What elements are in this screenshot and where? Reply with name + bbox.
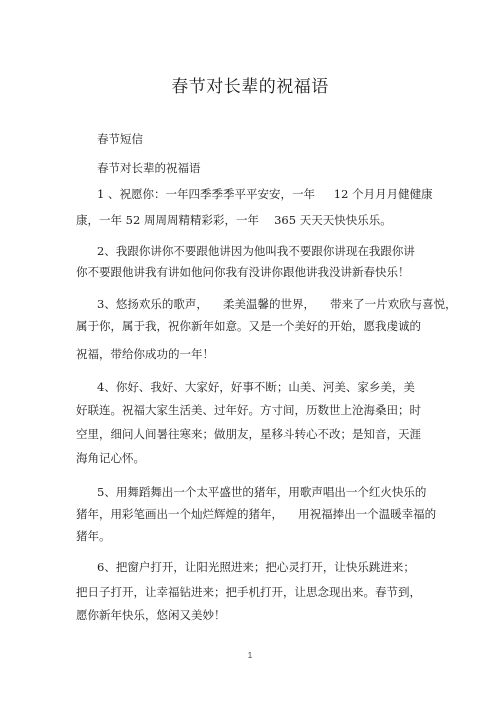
paragraph-3-line-1: 3、悠扬欢乐的歌声， 柔美温馨的世界， 带来了一片欢欣与喜悦， xyxy=(97,297,457,311)
paragraph-3-line-2: 属于你，属于我，祝你新年如意。又是一个美好的开始，愿我虔诚的 xyxy=(76,319,421,333)
paragraph-6-line-1: 6、把窗户打开，让阳光照进来；把心灵打开，让快乐跳进来； xyxy=(97,560,415,574)
paragraph-4-line-2: 好联连。祝福大家生活美、过年好。方寸间，历数世上沧海桑田；时 xyxy=(76,403,421,417)
paragraph-2-line-1: 2、我跟你讲你不要跟他讲因为他叫我不要跟你讲现在我跟你讲 xyxy=(97,244,415,258)
paragraph-1-line-1: 1 、祝愿你：一年四季季季平平安安，一年 12 个月月月健健康 xyxy=(97,187,433,201)
paragraph-1-line-2: 康，一年 52 周周周精精彩彩，一年 365 天天天快快乐乐。 xyxy=(76,213,392,227)
paragraph-6-line-3: 愿你新年快乐，悠闲又美妙！ xyxy=(76,608,226,622)
paragraph-5-line-3: 猪年。 xyxy=(76,529,111,543)
document-title: 春节对长辈的祝福语 xyxy=(171,77,329,97)
section-heading-sms: 春节短信 xyxy=(97,132,143,146)
paragraph-5-line-2: 猪年，用彩笔画出一个灿烂辉煌的猪年， 用祝福捧出一个温暖幸福的 xyxy=(76,507,437,521)
paragraph-5-line-1: 5、用舞蹈舞出一个太平盛世的猪年，用歌声唱出一个红火快乐的 xyxy=(97,485,427,499)
page-number: 1 xyxy=(247,651,253,660)
paragraph-4-line-3: 空里，细问人间暑往寒来；做朋友，星移斗转心不改；是知音，天涯 xyxy=(76,427,421,441)
section-heading-blessings: 春节对长辈的祝福语 xyxy=(97,161,201,175)
paragraph-4-line-1: 4、你好、我好、大家好，好事不断；山美、河美、家乡美，美 xyxy=(97,380,415,394)
paragraph-4-line-4: 海角记心怀。 xyxy=(76,451,145,465)
paragraph-3-line-3: 祝福，带给你成功的一年！ xyxy=(76,347,214,361)
paragraph-6-line-2: 把日子打开，让幸福钻进来；把手机打开，让思念现出来。春节到， xyxy=(76,585,421,599)
paragraph-2-line-2: 你不要跟他讲我有讲如他问你我有没讲你跟他讲我没讲新春快乐！ xyxy=(76,265,410,279)
